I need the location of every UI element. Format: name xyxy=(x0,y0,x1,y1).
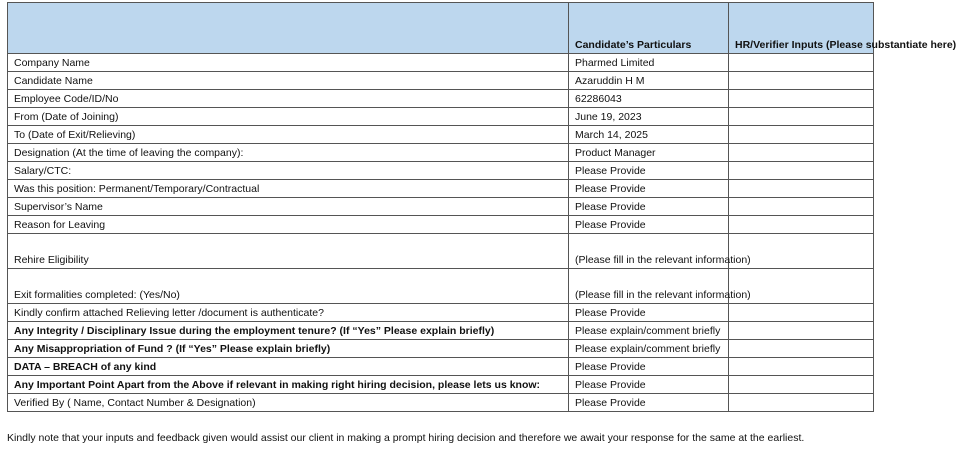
table-row xyxy=(8,216,874,234)
field-label: Supervisor’s Name xyxy=(8,198,569,216)
table-row xyxy=(8,108,874,126)
header-row xyxy=(8,3,874,54)
field-value: Please Provide xyxy=(569,304,729,322)
hr-input-cell[interactable] xyxy=(729,376,874,394)
field-value: June 19, 2023 xyxy=(569,108,729,126)
field-label: Salary/CTC: xyxy=(8,162,569,180)
hr-input-cell[interactable] xyxy=(729,304,874,322)
hr-input-cell[interactable] xyxy=(729,90,874,108)
field-label: DATA – BREACH of any kind xyxy=(8,358,569,376)
table-row xyxy=(8,304,874,322)
field-value: (Please fill in the relevant information) xyxy=(569,269,729,304)
table-row xyxy=(8,322,874,340)
field-label: From (Date of Joining) xyxy=(8,108,569,126)
field-value: Please Provide xyxy=(569,358,729,376)
table-row xyxy=(8,144,874,162)
field-label: Employee Code/ID/No xyxy=(8,90,569,108)
field-value: March 14, 2025 xyxy=(569,126,729,144)
table-row xyxy=(8,234,874,269)
table-row xyxy=(8,54,874,72)
field-value: Please explain/comment briefly xyxy=(569,340,729,358)
table-row xyxy=(8,72,874,90)
table-row xyxy=(8,90,874,108)
table-row xyxy=(8,126,874,144)
hr-input-cell[interactable] xyxy=(729,72,874,90)
hr-input-cell[interactable] xyxy=(729,216,874,234)
table-row xyxy=(8,340,874,358)
field-value: Please Provide xyxy=(569,198,729,216)
field-label: Any Important Point Apart from the Above if relevant in making right hiring decision, please lets us know: xyxy=(8,376,569,394)
hr-input-cell[interactable] xyxy=(729,162,874,180)
hr-input-cell[interactable] xyxy=(729,108,874,126)
table-row xyxy=(8,180,874,198)
table-row xyxy=(8,358,874,376)
table-row xyxy=(8,269,874,304)
field-label: Company Name xyxy=(8,54,569,72)
verification-table xyxy=(7,2,956,412)
header-field-label xyxy=(8,3,569,54)
field-label: Verified By ( Name, Contact Number & Designation) xyxy=(8,394,569,412)
hr-input-cell[interactable] xyxy=(729,340,874,358)
footer-note: Kindly note that your inputs and feedback given would assist our client in making a prompt hiring decision and therefore we await your response for the same at the earliest. xyxy=(7,432,805,444)
field-label: Designation (At the time of leaving the company): xyxy=(8,144,569,162)
field-value: Please Provide xyxy=(569,180,729,198)
hr-input-cell[interactable] xyxy=(729,394,874,412)
hr-input-cell[interactable] xyxy=(729,54,874,72)
table-row xyxy=(8,376,874,394)
field-label: Any Misappropriation of Fund ? (If “Yes” Please explain briefly) xyxy=(8,340,569,358)
table-row xyxy=(8,162,874,180)
field-value: (Please fill in the relevant information) xyxy=(569,234,729,269)
field-value: Please Provide xyxy=(569,376,729,394)
field-value: Please Provide xyxy=(569,394,729,412)
field-label: Rehire Eligibility xyxy=(8,234,569,269)
field-value: Please Provide xyxy=(569,216,729,234)
field-value: Azaruddin H M xyxy=(569,72,729,90)
field-label: Kindly confirm attached Relieving letter /document is authenticate? xyxy=(8,304,569,322)
field-value: 62286043 xyxy=(569,90,729,108)
field-label: To (Date of Exit/Relieving) xyxy=(8,126,569,144)
hr-input-cell[interactable] xyxy=(729,198,874,216)
field-value: Pharmed Limited xyxy=(569,54,729,72)
header-hr-verifier-inputs: HR/Verifier Inputs (Please substantiate here) xyxy=(729,3,874,54)
field-value: Please explain/comment briefly xyxy=(569,322,729,340)
field-label: Candidate Name xyxy=(8,72,569,90)
field-value: Please Provide xyxy=(569,162,729,180)
table-row xyxy=(8,394,874,412)
field-label: Any Integrity / Disciplinary Issue during the employment tenure? (If “Yes” Please explain briefly) xyxy=(8,322,569,340)
field-label: Reason for Leaving xyxy=(8,216,569,234)
hr-input-cell[interactable] xyxy=(729,322,874,340)
hr-input-cell[interactable] xyxy=(729,126,874,144)
hr-input-cell[interactable] xyxy=(729,180,874,198)
field-value: Product Manager xyxy=(569,144,729,162)
table-row xyxy=(8,198,874,216)
hr-input-cell[interactable] xyxy=(729,358,874,376)
header-candidate-particulars: Candidate’s Particulars xyxy=(569,3,729,54)
field-label: Exit formalities completed: (Yes/No) xyxy=(8,269,569,304)
hr-input-cell[interactable] xyxy=(729,144,874,162)
field-label: Was this position: Permanent/Temporary/Contractual xyxy=(8,180,569,198)
